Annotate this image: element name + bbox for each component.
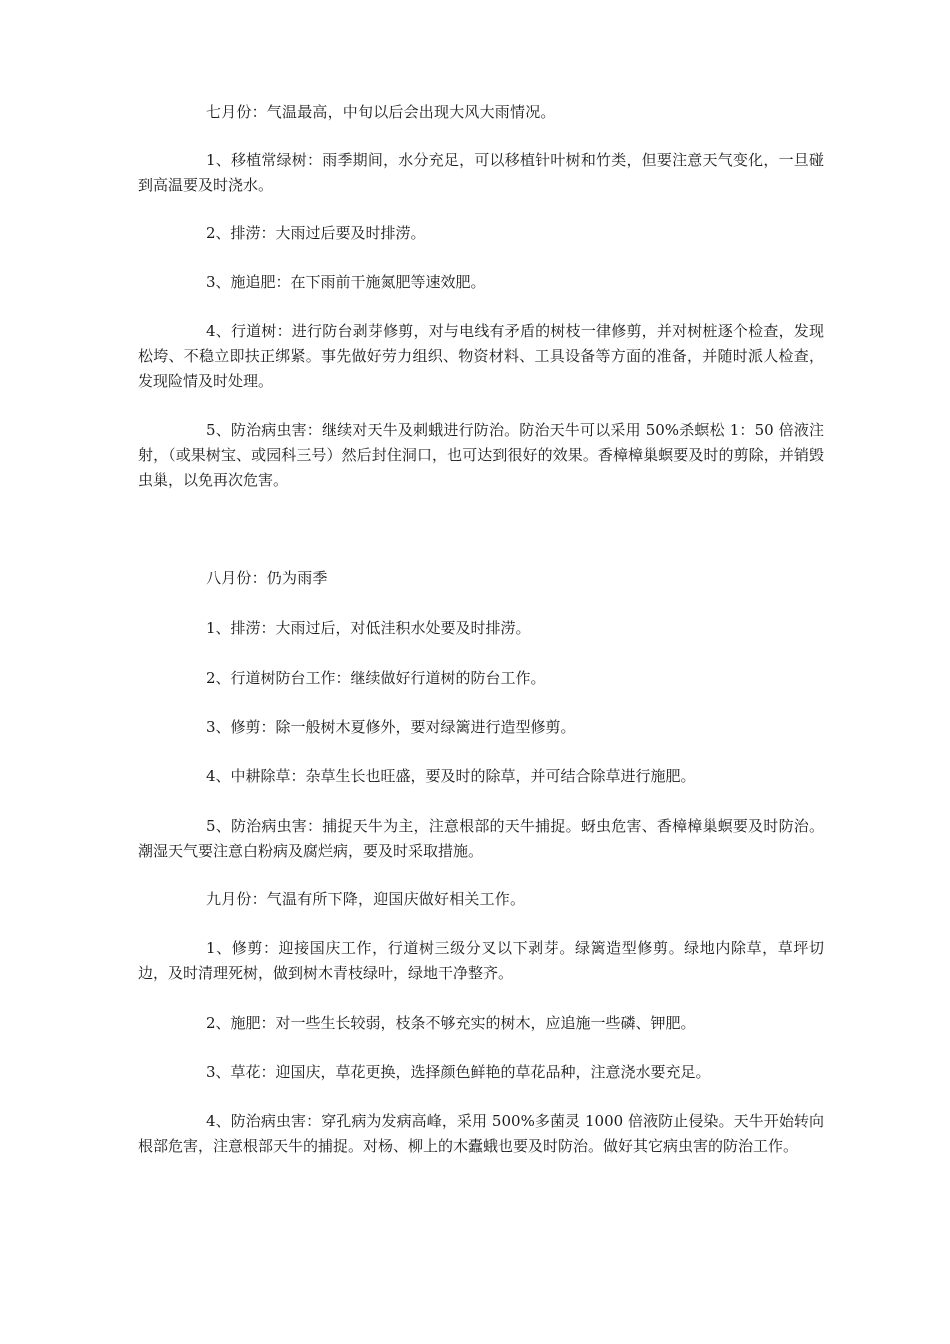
august-item-3: 3、修剪：除一般树木夏修外，要对绿篱进行造型修剪。 [206, 718, 576, 736]
august-item-2: 2、行道树防台工作：继续做好行道树的防台工作。 [206, 669, 546, 687]
september-heading: 九月份：气温有所下降，迎国庆做好相关工作。 [206, 890, 526, 908]
july-item-5: 5、防治病虫害：继续对天牛及刺蛾进行防治。防治天牛可以采用 50%杀螟松 1：50 倍液注射，（或果树宝、或园科三号）然后封住洞口，也可达到很好的效果。香樟樟巢螟要及时的剪除，并销毁虫巢，以免再次危害。 [138, 421, 824, 489]
september-item-2: 2、施肥：对一些生长较弱，枝条不够充实的树木，应追施一些磷、钾肥。 [206, 1014, 696, 1032]
july-heading: 七月份：气温最高，中旬以后会出现大风大雨情况。 [206, 103, 556, 121]
july-item-4: 4、行道树：进行防台剥芽修剪，对与电线有矛盾的树枝一律修剪，并对树桩逐个检查，发现松垮、不稳立即扶正绑紧。事先做好劳力组织、物资材料、工具设备等方面的准备，并随时派人检查，发现险情及时处理。 [138, 322, 824, 390]
september-item-3: 3、草花：迎国庆，草花更换，选择颜色鲜艳的草花品种，注意浇水要充足。 [206, 1063, 711, 1081]
august-item-4: 4、中耕除草：杂草生长也旺盛，要及时的除草，并可结合除草进行施肥。 [206, 767, 696, 785]
september-item-1: 1、修剪：迎接国庆工作，行道树三级分叉以下剥芽。绿篱造型修剪。绿地内除草，草坪切边，及时清理死树，做到树木青枝绿叶，绿地干净整齐。 [138, 939, 824, 982]
july-item-3: 3、施追肥：在下雨前干施氮肥等速效肥。 [206, 273, 486, 291]
september-item-4: 4、防治病虫害：穿孔病为发病高峰，采用 500%多菌灵 1000 倍液防止侵染。天牛开始转向根部危害，注意根部天牛的捕捉。对杨、柳上的木蠹蛾也要及时防治。做好其它病虫害的防治工作。 [138, 1112, 824, 1155]
august-item-5: 5、防治病虫害：捕捉天牛为主，注意根部的天牛捕捉。蚜虫危害、香樟樟巢螟要及时防治。潮湿天气要注意白粉病及腐烂病，要及时采取措施。 [138, 817, 824, 860]
august-item-1: 1、排涝：大雨过后，对低洼积水处要及时排涝。 [206, 619, 531, 637]
july-item-1: 1、移植常绿树：雨季期间，水分充足，可以移植针叶树和竹类，但要注意天气变化，一旦碰到高温要及时浇水。 [138, 151, 824, 194]
july-item-2: 2、排涝：大雨过后要及时排涝。 [206, 224, 426, 242]
august-heading: 八月份：仍为雨季 [206, 569, 328, 587]
